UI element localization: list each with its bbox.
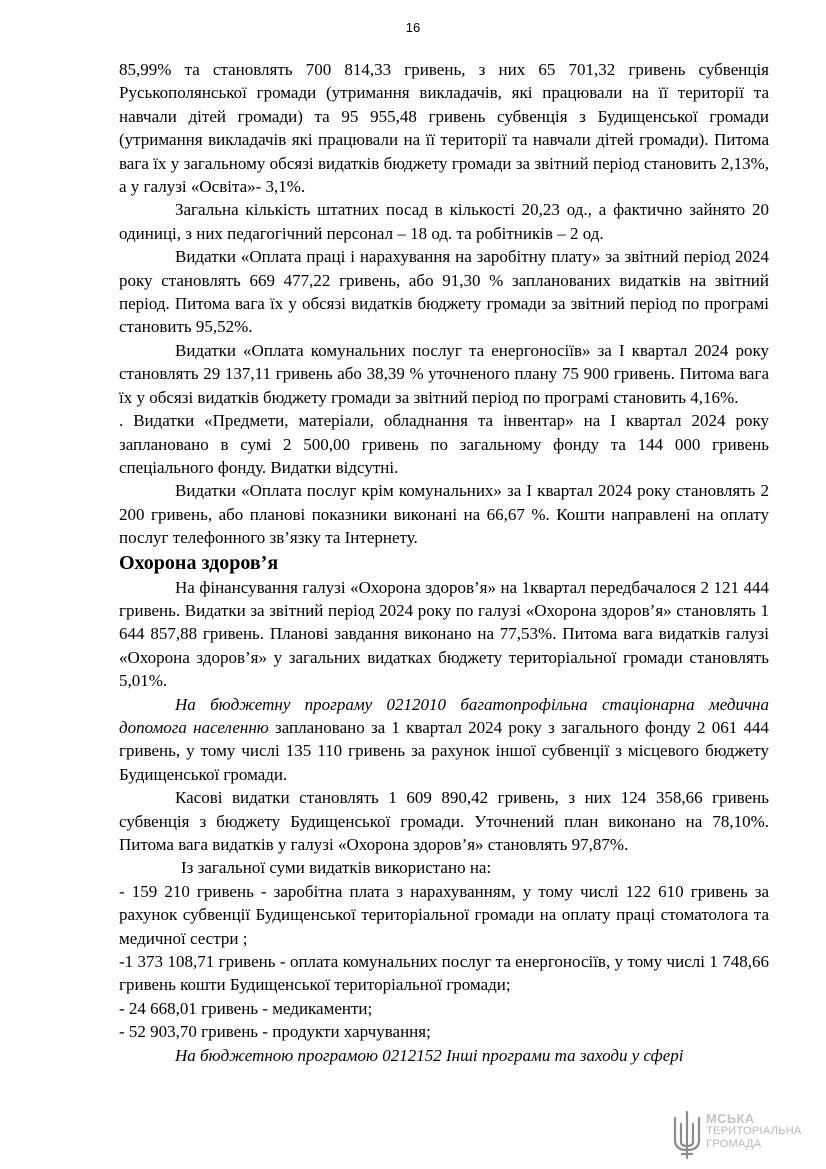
- list-item-medicines: - 24 668,01 гривень - медикаменти;: [119, 998, 373, 1018]
- paragraph-materials-expenses: . Видатки «Предмети, матеріали, обладнання та інвентар» на І квартал 2024 року заплановано в сумі 2 500,00 гривень по загальному фонду та 144 000 гривень спеціального фонду. Видатки відсутні.: [119, 411, 769, 477]
- paragraph-cash-expenses: Касові видатки становлять 1 609 890,42 гривень, з них 124 358,66 гривень субвенція з бюджету Будищенської громади. Уточнений план виконано на 78,10%. Питома вага видатків у галузі «Охорона здоров’я» становлять 97,87%.: [119, 788, 769, 854]
- paragraph-services-expenses: Видатки «Оплата послуг крім комунальних» за І квартал 2024 року становлять 2 200 гривень, або планові показники виконані на 66,67 %. Кошти направлені на оплату послуг телефонного зв’язку та Інтернету.: [119, 481, 769, 548]
- list-item-food: - 52 903,70 гривень - продукти харчування;: [119, 1022, 431, 1042]
- list-item-utilities: -1 373 108,71 гривень - оплата комунальних послуг та енергоносіїв, у тому числі 1 748,66 гривень кошти Будищенської територіальної громади;: [119, 952, 769, 995]
- paragraph-staff-positions: Загальна кількість штатних посад в кількості 20,23 од., а фактично зайнято 20 одиниці, з них педагогічний персонал – 18 од. та робітників – 2 од.: [119, 200, 769, 243]
- paragraph-education-subvention: 85,99% та становлять 700 814,33 гривень, з них 65 701,32 гривень субвенція Руськополянської громади (утримання викладачів, які працювали на її території та навчали дітей громади) та 95 955,48 гривень субвенція з Будищенської громади (утримання викладачів які працювали на її території та навчали дітей громади). Питома вага їх у загальному обсязі видатків бюджету громади за звітний період становить 2,13%, а у галузі «Освіта»- 3,1%.: [119, 60, 769, 197]
- section-heading-healthcare: Охорона здоров’я: [119, 551, 279, 574]
- community-watermark-logo: [670, 1108, 820, 1164]
- paragraph-program-0212152: [119, 1044, 769, 1067]
- watermark-line-2: ТЕРИТОРІАЛЬНА: [706, 1125, 802, 1137]
- paragraph-healthcare-financing: На фінансування галузі «Охорона здоров’я» на 1квартал передбачалося 2 121 444 гривень. Видатки за звітний період 2024 року по галузі «Охорона здоров’я» становлять 1 644 857,88 гривень. Планові завдання виконано на 77,53%. Питома вага видатків галузі «Охорона здоров’я» у загальних видатках бюджету територіальної громади становлять 5,01%.: [119, 577, 769, 691]
- watermark-line-1: МСЬКА: [706, 1111, 755, 1126]
- program-0212152-title: На бюджетною програмою 0212152 Інші програми та заходи у сфері: [175, 1045, 684, 1065]
- paragraph-expense-breakdown-intro: Із загальної суми видатків використано на:: [181, 858, 492, 878]
- watermark-text: [706, 1112, 802, 1151]
- list-item-salary: - 159 210 гривень - заробітна плата з нарахуванням, у тому числі 122 610 гривень за рахунок субвенції Будищенської територіальної громади на оплату праці стоматолога та медичної сестри ;: [119, 881, 769, 948]
- paragraph-utility-expenses: Видатки «Оплата комунальних послуг та енергоносіїв» за І квартал 2024 року становлять 29 137,11 гривень або 38,39 % уточненого плану 75 900 гривень. Питома вага їх у обсязі видатків бюджету громади за звітний період по програмі становить 4,16%.: [119, 340, 769, 407]
- paragraph-program-0212010: [119, 693, 769, 787]
- program-0212010-title: На бюджетну програму 0212010 багатопрофільна стаціонарна медична допомога населенню: [119, 694, 769, 737]
- paragraph-salary-expenses: Видатки «Оплата праці і нарахування на заробітну плату» за звітний період 2024 року становлять 669 477,22 гривень, або 91,30 % запланованих видатків на звітний період. Питома вага їх у обсязі видатків бюджету громади за звітний період по програмі становить 95,52%.: [119, 247, 769, 337]
- document-body: [119, 58, 769, 1067]
- trident-icon: [670, 1110, 704, 1160]
- program-0212010-details: заплановано за 1 квартал 2024 року з загального фонду 2 061 444 гривень, у тому числі 135 110 гривень за рахунок іншої субвенції з місцевого бюджету Будищенської громади.: [119, 717, 769, 784]
- page-number: 16: [405, 20, 421, 35]
- watermark-line-3: ГРОМАДА: [706, 1138, 762, 1150]
